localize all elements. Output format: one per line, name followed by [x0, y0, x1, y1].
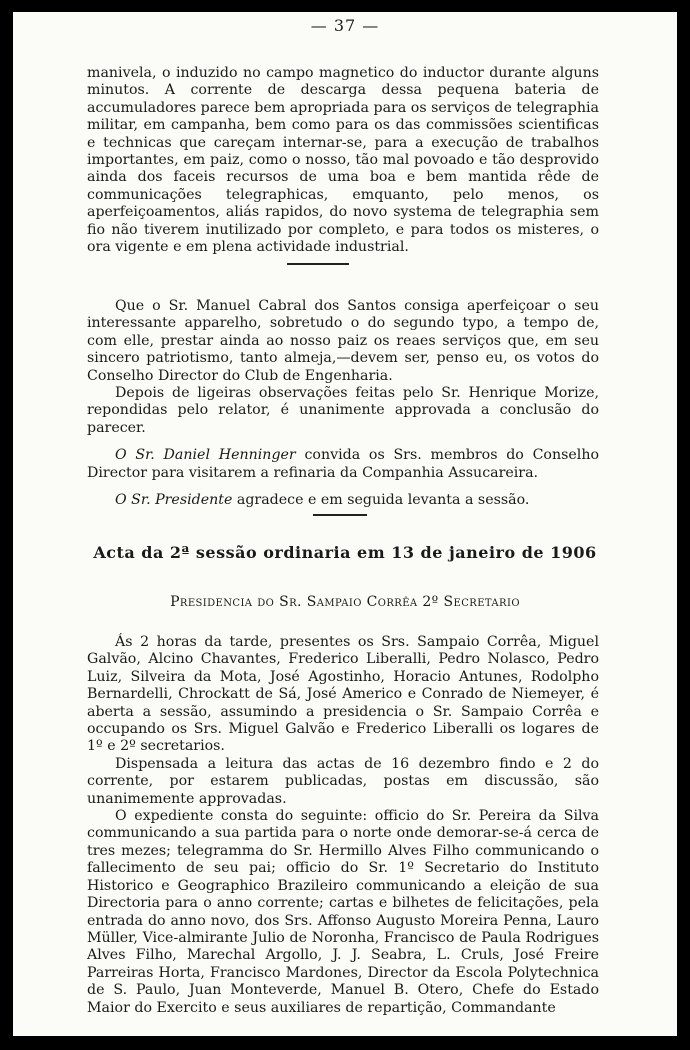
paragraph-henninger [87, 447, 599, 482]
paragraph-abertura: Ás 2 horas da tarde, presentes os Srs. Sampaio Corrêa, Miguel Galvão, Alcino Chavantes, Frederico Liberalli, Pedro Nolasco, Pedro Luiz, Silveira da Mota, José Agostinho, Horacio Antunes, Rodolpho Bernardelli, Chrockatt de Sá, José Americo e Conrado de Niemeyer, é aberta a sessão, assumindo a presidencia o Sr. Sampaio Corrêa e occupando os Srs. Miguel Galvão e Frederico Liberalli os logares de 1º e 2º secretarios. [87, 634, 599, 755]
paragraph-votos: Que o Sr. Manuel Cabral dos Santos consiga aperfeiçoar o seu interessante apparelho, sobretudo o do segundo typo, a tempo de, com elle, prestar ainda ao nosso paiz os reaes serviços que, em seu sincero patriotismo, tanto almeja,—devem ser, penso eu, os votos do Conselho Director do Club de Engenharia. [87, 298, 599, 384]
paragraph-continuation: manivela, o induzido no campo magnetico do inductor durante alguns minutos. A corrente de descarga dessa pequena bateria de accumuladores parece bem apropriada para os serviços de telegraphia militar, em campanha, bem como para os das commissões scientificas e technicas que careçam internar-se, para a execução de trabalhos importantes, em paiz, como o nosso, tão mal povoado e tão desprovido ainda dos faceis recursos de uma boa e bem mantida rêde de communicações telegraphicas, emquanto, pelo menos, os aperfeiçoamentos, aliás rapidos, do novo systema de telegraphia sem fio não tiverem inutilizado por completo, e para todos os misteres, o ora vigente e em plena actividade industrial. [87, 65, 599, 256]
section-separator-rule [313, 514, 367, 516]
paragraph-observacoes: Depois de ligeiras observações feitas pelo Sr. Henrique Morize, repondidas pelo relator, é unanimente approvada a conclusão do parecer. [87, 385, 599, 436]
section-heading: Acta da 2ª sessão ordinaria em 13 de janeiro de 1906 [93, 543, 597, 562]
text-presidente: agradece e em seguida levanta a sessão. [232, 492, 530, 509]
page-number: — 37 — [310, 16, 380, 35]
speaker-presidente: O Sr. Presidente [115, 492, 233, 509]
section-2 [87, 298, 599, 509]
section-3 [87, 634, 599, 1017]
paragraph-actas: Dispensada a leitura das actas de 16 dezembro findo e 2 do corrente, por estarem publicadas, postas em discussão, são unanimemente approvadas. [87, 755, 599, 807]
text-henninger: convida os Srs. membros do Conselho Director para visitarem a refinaria da Companhia Assucareira. [87, 447, 599, 481]
speaker-henninger: O Sr. Daniel Henninger [115, 447, 296, 464]
separator-rule [287, 263, 349, 265]
section-subheading: Presidencia do Sr. Sampaio Corrêa 2º Secretario [170, 594, 520, 610]
paragraph-expediente: O expediente consta do seguinte: officio do Sr. Pereira da Silva communicando a sua partida para o norte onde demorar-se-á cerca de tres mezes; telegramma do Sr. Hermillo Alves Filho communicando o fallecimento de seu pai; officio do Sr. 1º Secretario do Instituto Historico e Geographico Brazileiro communicando a eleição de sua Directoria para o anno corrente; cartas e bilhetes de felicitações, pela entrada do anno novo, dos Srs. Affonso Augusto Moreira Penna, Lauro Müller, Vice-almirante Julio de Noronha, Francisco de Paula Rodrigues Alves Filho, Marechal Argollo, J. J. Seabra, L. Cruls, José Freire Parreiras Horta, Francisco Mardones, Director da Escola Polytechnica de S. Paulo, Juan Monteverde, Manuel B. Otero, Chefe do Estado Maior do Exercito e seus auxiliares de repartição, Commandante [87, 808, 599, 1016]
section-1 [87, 65, 599, 256]
document-page [13, 12, 677, 1036]
paragraph-presidente [87, 492, 599, 509]
